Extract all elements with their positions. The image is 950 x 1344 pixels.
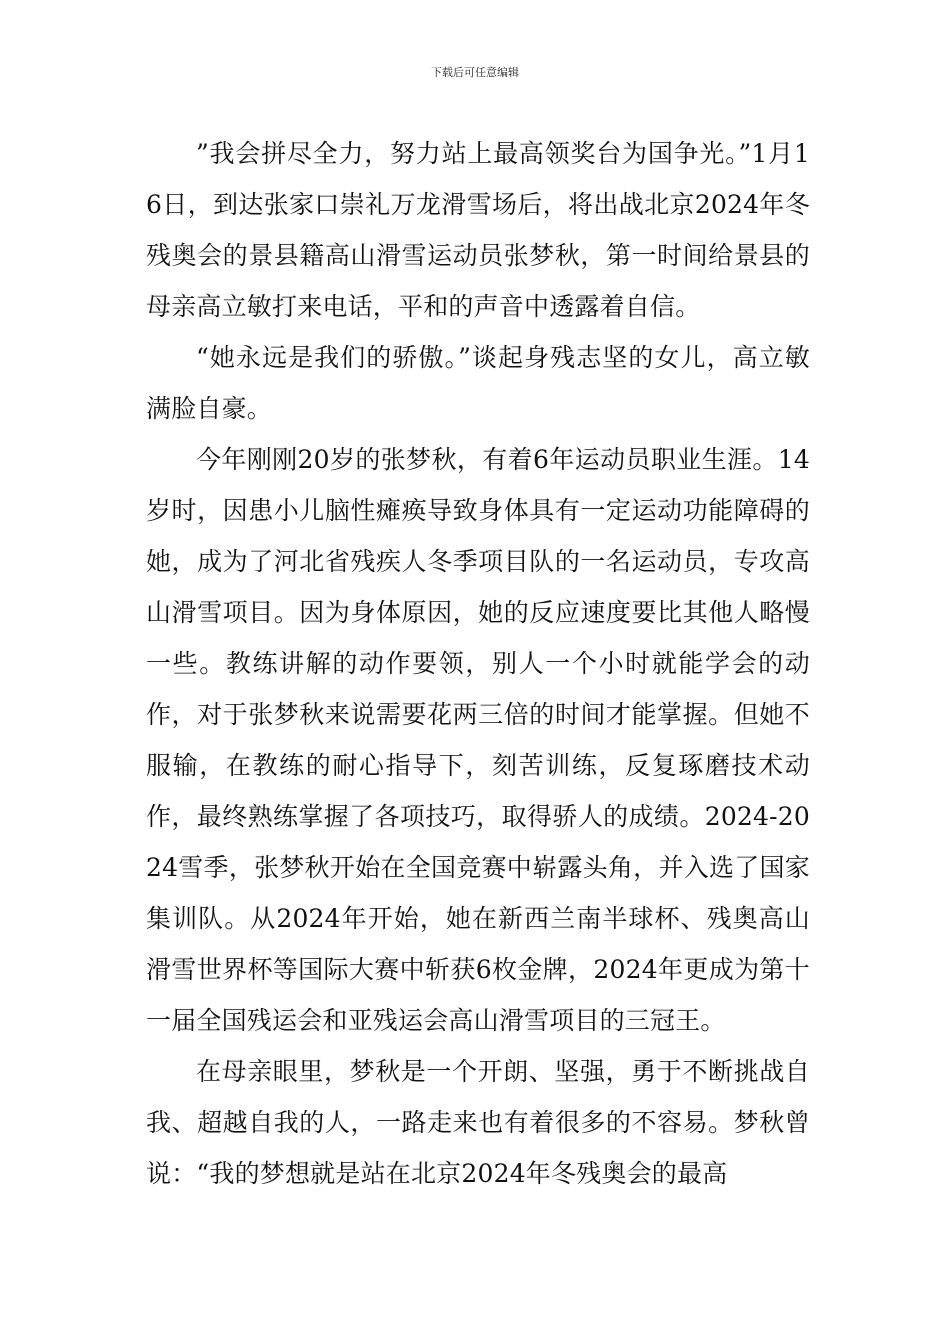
- paragraph-phone-call: ”我会拼尽全力，努力站上最高领奖台为国争光。”1月16日，到达张家口崇礼万龙滑雪场后，将出战北京2024年冬残奥会的景县籍高山滑雪运动员张梦秋，第一时间给景县的母亲高立敏打来电话，平和的声音中透露着自信。: [146, 139, 810, 321]
- download-note: 下载后可任意编辑: [431, 66, 519, 79]
- paragraph-dream: 在母亲眼里，梦秋是一个开朗、坚强，勇于不断挑战自我、超越自我的人，一路走来也有着很多的不容易。梦秋曾说：“我的梦想就是站在北京2024年冬残奥会的最高: [146, 1057, 810, 1188]
- paragraph-career: 今年刚刚20岁的张梦秋，有着6年运动员职业生涯。14岁时，因患小儿脑性瘫痪导致身体具有一定运动功能障碍的她，成为了河北省残疾人冬季项目队的一名运动员，专攻高山滑雪项目。因为身体原因，她的反应速度要比其他人略慢一些。教练讲解的动作要领，别人一个小时就能学会的动作，对于张梦秋来说需要花两三倍的时间才能掌握。但她不服输，在教练的耐心指导下，刻苦训练，反复琢磨技术动作，最终熟练掌握了各项技巧，取得骄人的成绩。2024-2024雪季，张梦秋开始在全国竞赛中崭露头角，并入选了国家集训队。从2024年开始，她在新西兰南半球杯、残奥高山滑雪世界杯等国际大赛中斩获6枚金牌，2024年更成为第十一届全国残运会和亚残运会高山滑雪项目的三冠王。: [146, 445, 810, 1035]
- article-body: [146, 128, 810, 1199]
- paragraph-mother-pride: “她永远是我们的骄傲。”谈起身残志坚的女儿，高立敏满脸自豪。: [146, 343, 810, 423]
